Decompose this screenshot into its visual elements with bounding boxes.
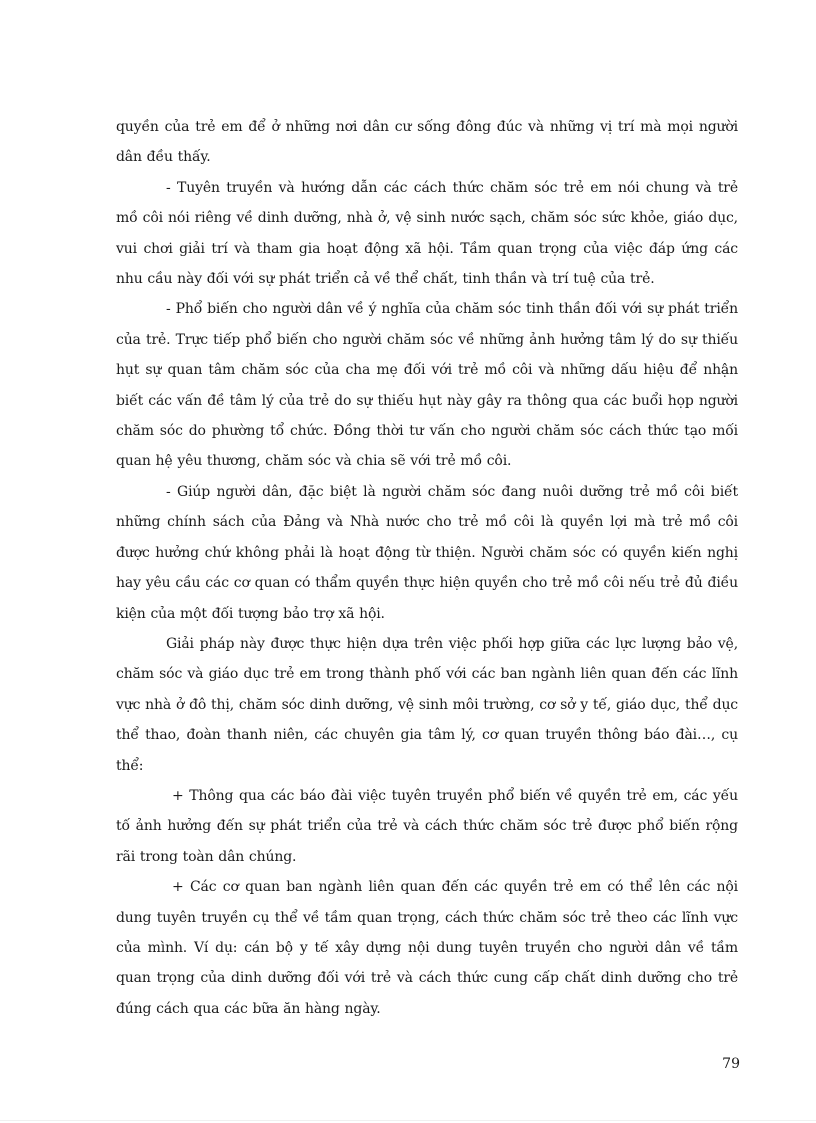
- paragraph-bullet-guidance: - Tuyên truyền và hướng dẫn các cách thức chăm sóc trẻ em nói chung và trẻ mồ côi nói riêng về dinh dưỡng, nhà ở, vệ sinh nước sạch, chăm sóc sức khỏe, giáo dục, vui chơi giải trí và tham gia hoạt động xã hội. Tầm quan trọng của việc đáp ứng các nhu cầu này đối với sự phát triển cả về thể chất, tinh thần và trí tuệ của trẻ.: [116, 179, 738, 288]
- paragraph-continuation: quyền của trẻ em để ở những nơi dân cư sống đông đúc và những vị trí mà mọi người dân đều thấy.: [116, 119, 738, 166]
- page-number: 79: [722, 1056, 740, 1072]
- body-text: [116, 112, 738, 1024]
- paragraph-solution: Giải pháp này được thực hiện dựa trên việc phối hợp giữa các lực lượng bảo vệ, chăm sóc và giáo dục trẻ em trong thành phố với các ban ngành liên quan đến các lĩnh vực nhà ở đô thị, chăm sóc dinh dưỡng, vệ sinh môi trường, cơ sở y tế, giáo dục, thể dục thể thao, đoàn thanh niên, các chuyên gia tâm lý, cơ quan truyền thông báo đài…, cụ thể:: [116, 635, 738, 774]
- paragraph-plus-agencies: + Các cơ quan ban ngành liên quan đến các quyền trẻ em có thể lên các nội dung tuyên truyền cụ thể về tầm quan trọng, cách thức chăm sóc trẻ theo các lĩnh vực của mình. Ví dụ: cán bộ y tế xây dựng nội dung tuyên truyền cho người dân về tầm quan trọng của dinh dưỡng đối với trẻ và cách thức cung cấp chất dinh dưỡng cho trẻ đúng cách qua các bữa ăn hàng ngày.: [116, 879, 738, 1017]
- paragraph-bullet-policy: - Giúp người dân, đặc biệt là người chăm sóc đang nuôi dưỡng trẻ mồ côi biết những chính sách của Đảng và Nhà nước cho trẻ mồ côi là quyền lợi mà trẻ mồ côi được hưởng chứ không phải là hoạt động từ thiện. Người chăm sóc có quyền kiến nghị hay yêu cầu các cơ quan có thẩm quyền thực hiện quyền cho trẻ mồ côi nếu trẻ đủ điều kiện của một đối tượng bảo trợ xã hội.: [116, 483, 738, 622]
- paragraph-bullet-spiritual-care: - Phổ biến cho người dân về ý nghĩa của chăm sóc tinh thần đối với sự phát triển của trẻ. Trực tiếp phổ biến cho người chăm sóc về những ảnh hưởng tâm lý do sự thiếu hụt sự quan tâm chăm sóc của cha mẹ đối với trẻ mồ côi và những dấu hiệu để nhận biết các vấn đề tâm lý của trẻ do sự thiếu hụt này gây ra thông qua các buổi họp người chăm sóc do phường tổ chức. Đồng thời tư vấn cho người chăm sóc cách thức tạo mối quan hệ yêu thương, chăm sóc và chia sẽ với trẻ mồ côi.: [116, 301, 738, 470]
- page-bottom-divider: [0, 1120, 816, 1121]
- paragraph-plus-media: + Thông qua các báo đài việc tuyên truyền phổ biến về quyền trẻ em, các yếu tố ảnh hưởng đến sự phát triển của trẻ và cách thức chăm sóc trẻ được phổ biến rộng rãi trong toàn dân chúng.: [116, 787, 738, 865]
